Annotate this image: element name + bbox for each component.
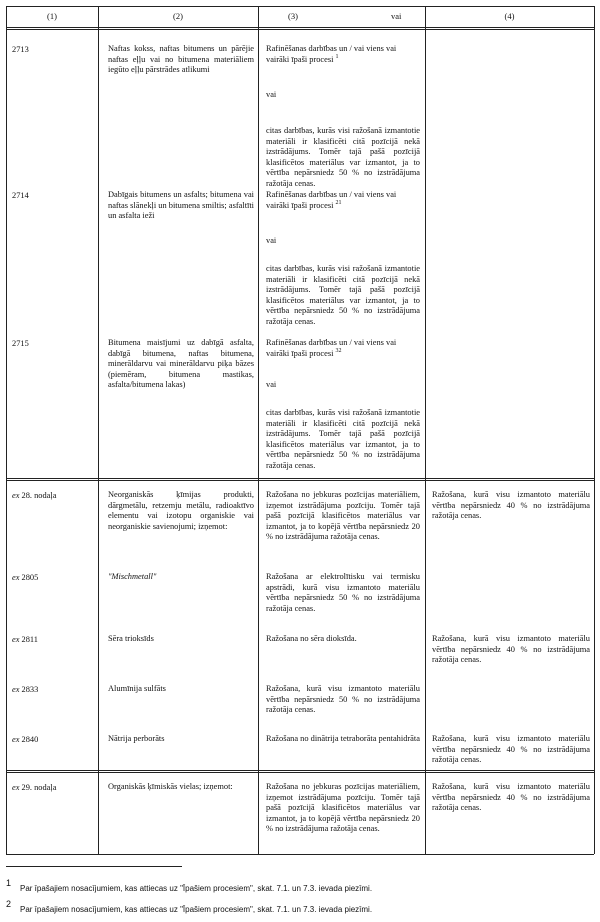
row-2713-code: 2713 bbox=[12, 45, 29, 54]
row-2715-code: 2715 bbox=[12, 339, 29, 348]
column-divider-3-4 bbox=[425, 6, 426, 854]
row-2713-operation-a: Rafinēšanas darbības un / vai viens vai vairāki īpaši procesi $^1$ bbox=[266, 44, 397, 64]
footnote-ref: 32 bbox=[335, 347, 342, 354]
row-ex28-operation: Ražošana no jebkuras pozīcijas materiāliem, izņemot izstrādājuma pozīciju. Tomēr tajā pašā pozīcijā klasificētos materiālus var izmantot, ja to kopējā vērtība nepārsniedz 20 % no izstrādājuma ražotāja cenas. bbox=[266, 490, 420, 542]
row-ex2811-code: ex 2811 bbox=[12, 635, 38, 644]
row-ex28-code: ex 28. nodaļa bbox=[12, 491, 57, 500]
row-2714-description: Dabīgais bitumens un asfalts; bitumena vai naftas slānekļi un bitumena smiltis; asfaltīti un asfalta ieži bbox=[108, 190, 254, 221]
row-ex2811-description: Sēra trioksīds bbox=[108, 634, 154, 643]
header-col-2: (2) bbox=[173, 11, 183, 21]
section-rule-ex29 bbox=[6, 770, 594, 773]
row-2714-vai: vai bbox=[266, 236, 277, 245]
row-ex29-code: ex 29. nodaļa bbox=[12, 783, 57, 792]
row-2714-operation-a: Rafinēšanas darbības un / vai viens vai vairāki īpaši procesi $^{21}$ bbox=[266, 190, 397, 210]
table-border-right bbox=[594, 6, 595, 854]
row-2715-vai: vai bbox=[266, 380, 277, 389]
header-bottom-rule bbox=[6, 27, 594, 30]
row-ex2811-operation: Ražošana no sēra dioksīda. bbox=[266, 634, 357, 643]
table-border-bottom bbox=[6, 854, 594, 855]
footnote-ref: 1 bbox=[335, 53, 339, 60]
row-ex2840-description: Nātrija perborāts bbox=[108, 734, 165, 743]
row-2714-code: 2714 bbox=[12, 191, 29, 200]
row-2715-description: Bitumena maisījumi uz dabīgā asfalta, dabīgā bitumena, naftas bitumena, minerāldarvu vai minerāldarvu piķa bāzes (piemēram, bitumena mastikas, asfalta/bitumena lakas) bbox=[108, 338, 254, 390]
row-2713-operation-b: citas darbības, kurās visi ražošanā izmantotie materiāli ir klasificēti citā pozīcijā nekā izstrādājums. Tomēr tajā pašā pozīcijā klasificētos materiālus var izmantot, ja to vērtība nepārsniedz 50 % no izstrādājuma ražotāja cenas. bbox=[266, 126, 420, 188]
row-ex2833-operation: Ražošana, kurā visu izmantoto materiālu vērtība nepārsniedz 50 % no izstrādājuma ražotāja cenas. bbox=[266, 684, 420, 715]
column-divider-2-3 bbox=[258, 6, 259, 854]
row-2715-operation-b: citas darbības, kurās visi ražošanā izmantotie materiāli ir klasificēti citā pozīcijā nekā izstrādājums. Tomēr tajā pašā pozīcijā klasificētos materiālus var izmantot, ja to vērtība nepārsniedz 50 % no izstrādājuma ražotāja cenas. bbox=[266, 408, 420, 470]
header-col-3: (3) bbox=[288, 11, 298, 21]
row-ex2840-code: ex 2840 bbox=[12, 735, 39, 744]
footnote-2-number: 2 bbox=[6, 899, 12, 909]
row-2713-description: Naftas kokss, naftas bitumens un pārējie naftas eļļu vai no bitumena materiāliem iegūto eļļu pārstrādes atlikumi bbox=[108, 44, 254, 75]
header-col-1: (1) bbox=[47, 11, 57, 21]
table-border-top bbox=[6, 6, 594, 7]
row-ex2840-alternative: Ražošana, kurā visu izmantoto materiālu vērtība nepārsniedz 40 % no izstrādājuma ražotāja cenas. bbox=[432, 734, 590, 765]
row-ex2840-operation: Ražošana no dinātrija tetraborāta pentahidrāta bbox=[266, 734, 420, 743]
row-ex2805-description: "Mischmetall" bbox=[108, 572, 157, 581]
row-ex29-alternative: Ražošana, kurā visu izmantoto materiālu vērtība nepārsniedz 40 % no izstrādājuma ražotāja cenas. bbox=[432, 782, 590, 813]
row-2715-operation-a: Rafinēšanas darbības un / vai viens vai vairāki īpaši procesi $^{32}$ bbox=[266, 338, 397, 358]
header-col-4: (4) bbox=[504, 11, 515, 21]
row-ex2833-description: Alumīnija sulfāts bbox=[108, 684, 166, 693]
header-vai: vai bbox=[391, 11, 402, 21]
row-ex2805-code: ex 2805 bbox=[12, 573, 39, 582]
column-divider-1-2 bbox=[98, 6, 99, 854]
footnote-ref: 21 bbox=[335, 199, 342, 206]
row-ex2805-operation: Ražošana ar elektrolītisku vai termisku apstrādi, kurā visu izmantoto materiālu vērtība nepārsniedz 50 % no izstrādājuma ražotāja cenas. bbox=[266, 572, 420, 613]
row-2714-operation-b: citas darbības, kurās visi ražošanā izmantotie materiāli ir klasificēti citā pozīcijā nekā izstrādājums. Tomēr tajā pašā pozīcijā klasificētos materiālus var izmantot, ja to vērtība nepārsniedz 50 % no izstrādājuma ražotāja cenas. bbox=[266, 264, 420, 326]
footnote-separator bbox=[6, 866, 182, 867]
table-border-left bbox=[6, 6, 7, 854]
footnote-2-text: Par īpašajiem nosacījumiem, kas attiecas uz "Īpašiem procesiem", skat. 7.1. un 7.3. ievada piezīmi. bbox=[20, 905, 373, 914]
section-rule-ex28 bbox=[6, 478, 594, 481]
row-2713-vai: vai bbox=[266, 90, 277, 99]
footnote-1-number: 1 bbox=[6, 878, 12, 888]
row-ex2833-code: ex 2833 bbox=[12, 685, 39, 694]
row-ex28-alternative: Ražošana, kurā visu izmantoto materiālu vērtība nepārsniedz 40 % no izstrādājuma ražotāja cenas. bbox=[432, 490, 590, 521]
row-ex29-operation: Ražošana no jebkuras pozīcijas materiāliem, izņemot izstrādājuma pozīciju. Tomēr tajā pašā pozīcijā klasificētos materiālus var izmantot, ja to kopējā vērtība nepārsniedz 20 % no izstrādājuma ražotāja cenas. bbox=[266, 782, 420, 834]
row-ex2811-alternative: Ražošana, kurā visu izmantoto materiālu vērtība nepārsniedz 40 % no izstrādājuma ražotāja cenas. bbox=[432, 634, 590, 665]
row-ex29-description: Organiskās ķīmiskās vielas; izņemot: bbox=[108, 782, 233, 791]
row-ex28-description: Neorganiskās ķīmijas produkti, dārgmetālu, retzemju metālu, radioaktīvo elementu vai izotopu organiskie vai neorganiskie savienojumi; izņemot: bbox=[108, 490, 254, 531]
footnote-1-text: Par īpašajiem nosacījumiem, kas attiecas uz "Īpašiem procesiem", skat. 7.1. un 7.3. ievada piezīmi. bbox=[20, 884, 373, 893]
